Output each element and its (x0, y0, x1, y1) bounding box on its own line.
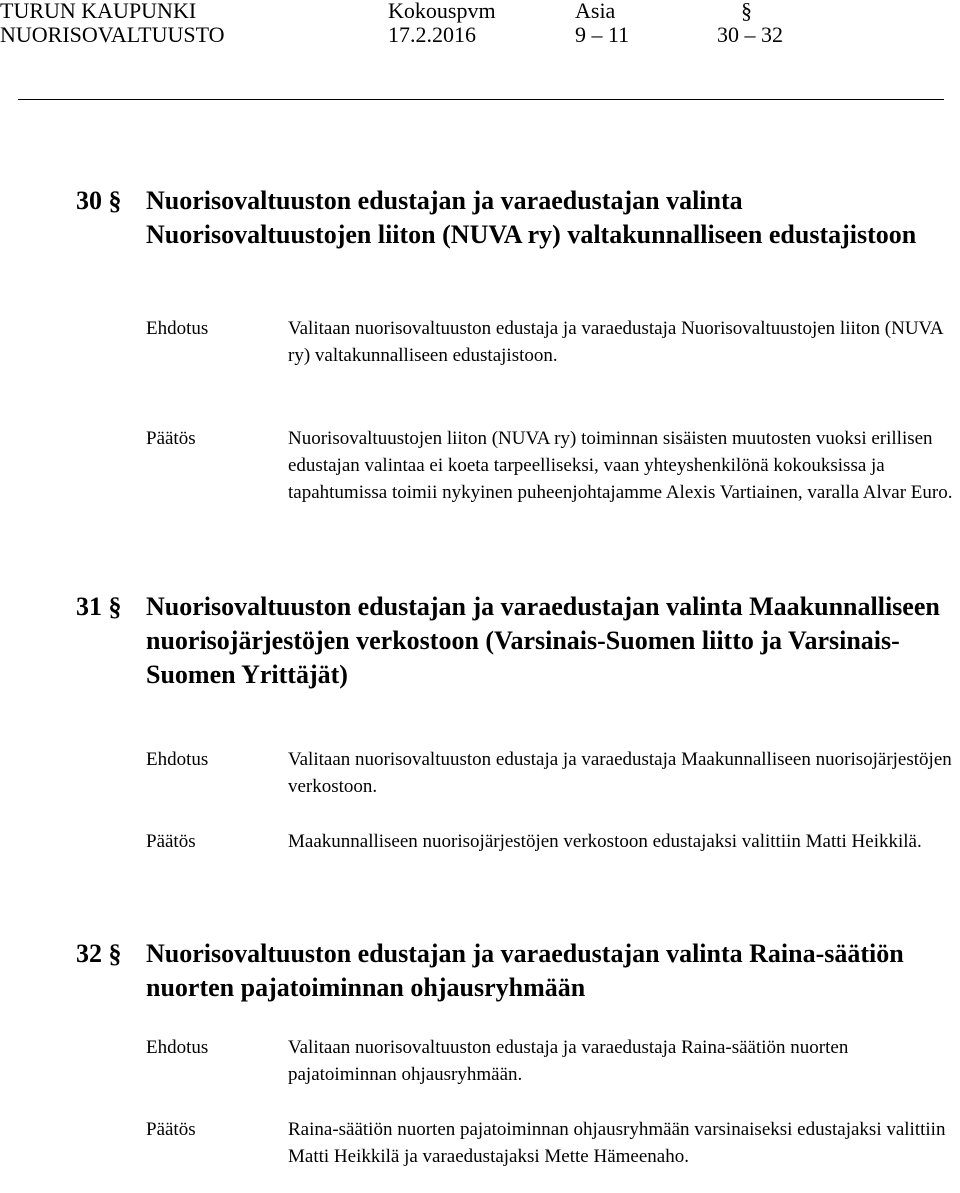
committee-name: NUORISOVALTUUSTO (0, 22, 225, 47)
proposal-text: Valitaan nuorisovaltuuston edustaja ja varaedustaja Raina-säätiön nuorten pajatoiminnan ohjausryhmään. (288, 1037, 849, 1085)
items-range: 9 – 11 (575, 22, 630, 47)
proposal-text: Valitaan nuorisovaltuuston edustaja ja varaedustaja Maakunnalliseen nuorisojärjestöjen verkostoon. (288, 749, 952, 797)
proposal-label: Ehdotus (146, 749, 209, 770)
section-number: 30 § (76, 186, 122, 215)
decision-label: Päätös (146, 1119, 196, 1140)
decision-label: Päätös (146, 831, 196, 852)
proposal-text: Valitaan nuorisovaltuuston edustaja ja varaedustaja Nuorisovaltuustojen liiton (NUVA ry) valtakunnalliseen edustajistoon. (288, 318, 943, 366)
section-range: 30 – 32 (717, 22, 783, 47)
section-title: Nuorisovaltuuston edustajan ja varaedustajan valinta Maakunnalliseen nuorisojärjestöjen verkostoon (Varsinais-Suomen liitto ja Varsinais-Suomen Yrittäjät) (146, 592, 940, 689)
decision-label: Päätös (146, 428, 196, 449)
organization-name: TURUN KAUPUNKI (0, 0, 197, 23)
section-number: 31 § (76, 592, 122, 621)
meeting-date-label: Kokouspvm (388, 0, 496, 23)
decision-text: Nuorisovaltuustojen liiton (NUVA ry) toiminnan sisäisten muutosten vuoksi erillisen edustajan valintaa ei koeta tarpeelliseksi, vaan yhteyshenkilönä kokouksissa ja tapahtumissa toimii nykyinen puheenjohtajamme Alexis Vartiainen, varalla Alvar Euro. (288, 428, 953, 503)
section-title: Nuorisovaltuuston edustajan ja varaedustajan valinta Nuorisovaltuustojen liiton (NUVA ry) valtakunnalliseen edustajistoon (146, 186, 917, 249)
decision-text: Raina-säätiön nuorten pajatoiminnan ohjausryhmään varsinaiseksi edustajaksi valittiin Matti Heikkilä ja varaedustajaksi Mette Hämeenaho. (288, 1119, 946, 1167)
proposal-label: Ehdotus (146, 318, 209, 339)
items-label: Asia (575, 0, 616, 23)
section-label: § (741, 0, 752, 23)
section-number: 32 § (76, 939, 122, 968)
proposal-label: Ehdotus (146, 1037, 209, 1058)
section-title: Nuorisovaltuuston edustajan ja varaedustajan valinta Raina-säätiön nuorten pajatoiminnan ohjausryhmään (146, 939, 904, 1002)
header-divider (18, 99, 944, 100)
decision-text: Maakunnalliseen nuorisojärjestöjen verkostoon edustajaksi valittiin Matti Heikkilä. (288, 831, 922, 852)
meeting-date: 17.2.2016 (388, 22, 476, 47)
